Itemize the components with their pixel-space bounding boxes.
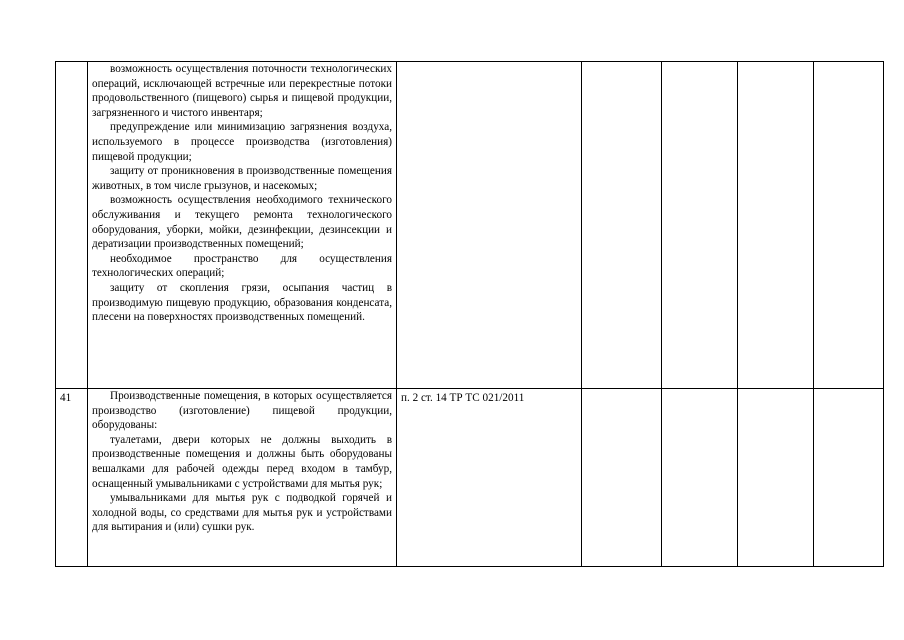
answer-cell-no	[662, 62, 738, 389]
row-number-cell	[56, 62, 88, 389]
answer-cell-na	[738, 62, 814, 389]
requirement-paragraph: возможность осуществления поточности технологических операций, исключающей встречные или перекрестные потоки продовольственного (пищевого) сырья и пищевой продукции, загрязненного и чистого инвентаря;	[92, 63, 392, 119]
row-number-cell: 41	[56, 389, 88, 567]
requirement-paragraph: защиту от проникновения в производственные помещения животных, в том числе грызунов, и насекомых;	[92, 165, 392, 192]
reference-cell: п. 2 ст. 14 ТР ТС 021/2011	[397, 389, 582, 567]
table-row	[56, 62, 884, 389]
answer-cell-yes	[582, 62, 662, 389]
requirement-cell	[88, 389, 397, 567]
reference-cell	[397, 62, 582, 389]
requirement-paragraph: необходимое пространство для осуществления технологических операций;	[92, 252, 392, 280]
requirement-paragraph: Производственные помещения, в которых осуществляется производство (изготовление) пищевой продукции, оборудованы:	[92, 390, 392, 432]
requirement-paragraph: возможность осуществления необходимого технического обслуживания и текущего ремонта технологического оборудования, уборки, мойки, дезинфекции, дезинсекции и дератизации производственных помещений;	[92, 194, 392, 251]
requirement-paragraph: умывальниками для мытья рук с подводкой горячей и холодной воды, со средствами для мытья рук и устройствами для вытирания и (или) сушки рук.	[92, 492, 392, 534]
requirement-paragraph: предупреждение или минимизацию загрязнения воздуха, используемого в процессе производства (изготовления) пищевой продукции;	[92, 121, 392, 163]
requirement-paragraph: защиту от скопления грязи, осыпания частиц в производимую пищевую продукцию, образования конденсата, плесени на поверхностях производственных помещений.	[92, 281, 392, 324]
notes-cell	[814, 62, 884, 389]
answer-cell-no	[662, 389, 738, 567]
table-row	[56, 389, 884, 567]
notes-cell	[814, 389, 884, 567]
requirement-cell	[88, 62, 397, 389]
answer-cell-na	[738, 389, 814, 567]
requirements-table	[55, 61, 884, 567]
answer-cell-yes	[582, 389, 662, 567]
requirement-paragraph: туалетами, двери которых не должны выходить в производственные помещения и должны быть оборудованы вешалками для рабочей одежды перед входом в тамбур, оснащенный умывальниками с устройствами для мытья рук;	[92, 433, 392, 490]
